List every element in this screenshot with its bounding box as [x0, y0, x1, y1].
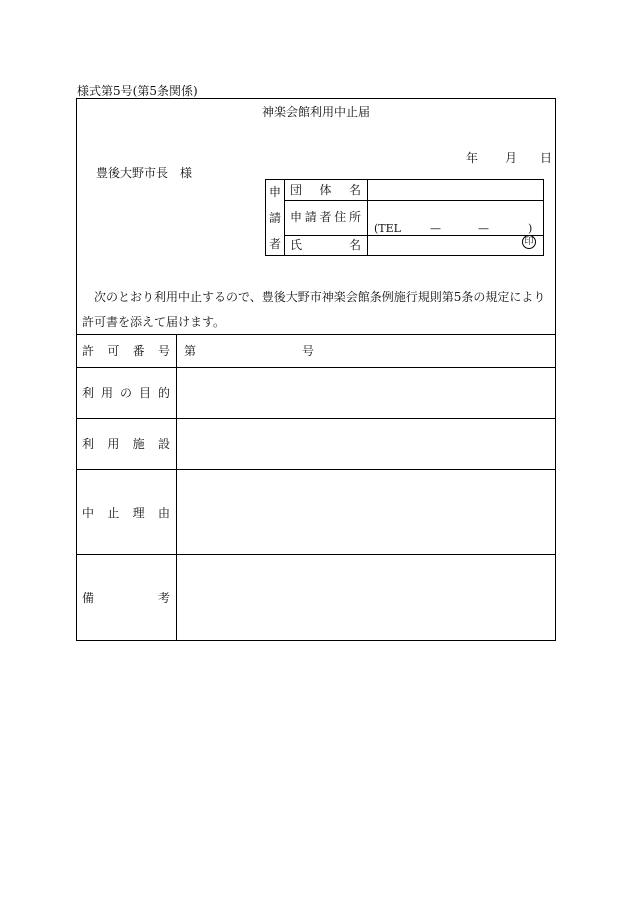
group-name-field[interactable] [368, 180, 543, 200]
body-text: 次のとおり利用中止するので、豊後大野市神楽会館条例施行規則第5条の規定により許可書を添えて届けます。 [82, 290, 546, 329]
addressee: 豊後大野市長 様 [96, 166, 193, 180]
tel-dash-1: — [430, 222, 441, 235]
reason-label: 中 止 理 由 [82, 506, 170, 520]
name-label: 氏 名 [290, 238, 361, 252]
applicant-divider-vertical [284, 180, 285, 255]
form-title: 神楽会館利用中止届 [261, 105, 370, 119]
group-name-label: 団 体 名 [290, 183, 361, 197]
permit-number-label: 許 可 番 号 [82, 344, 170, 358]
remarks-label: 備 考 [82, 591, 170, 605]
applicant-vertical-char-3: 者 [269, 237, 282, 251]
purpose-label: 利 用 の 目 的 [82, 386, 170, 400]
applicant-vertical-char-1: 申 [269, 185, 282, 199]
date-day-label: 日 [540, 151, 553, 165]
permit-number-prefix: 第 [184, 344, 197, 358]
tel-dash-2: — [478, 222, 489, 235]
tel-open: (TEL [374, 222, 401, 235]
date-year-label: 年 [466, 151, 479, 165]
date-month-label: 月 [505, 151, 518, 165]
name-field[interactable] [368, 236, 543, 255]
permit-number-suffix: 号 [302, 344, 315, 358]
tel-close: ) [528, 222, 533, 235]
purpose-field[interactable] [177, 368, 555, 418]
applicant-vertical-char-2: 請 [269, 211, 282, 225]
form-number-label: 様式第5号(第5条関係) [77, 84, 198, 98]
address-label: 申 請 者 住 所 [290, 210, 361, 224]
facility-label: 利 用 施 設 [82, 437, 170, 451]
applicant-box [265, 179, 544, 256]
facility-field[interactable] [177, 419, 555, 469]
remarks-field[interactable] [177, 555, 555, 639]
seal-icon: 印 [522, 235, 536, 249]
reason-field[interactable] [177, 470, 555, 554]
permit-number-field[interactable] [177, 335, 555, 367]
